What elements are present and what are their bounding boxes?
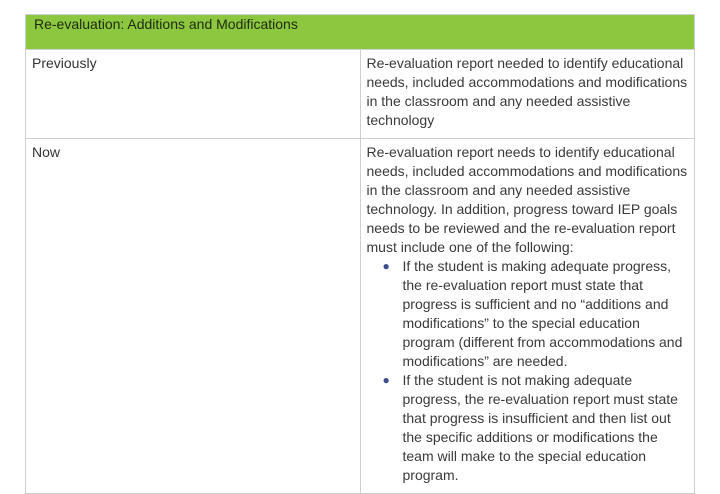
row-text-now: Re-evaluation report needs to identify educational needs, included accommodations and modifications in the classroom and any needed assistive technology. In addition, progress toward IEP goals needs to be reviewed and the re-evaluation report must include one of the following: <box>366 144 688 255</box>
bullet-text: If the student is not making adequate progress, the re-evaluation report must state that progress is insufficient and then list out the specific additions or modifications the team will make to the special education program. <box>402 372 678 483</box>
bullet-list <box>367 257 689 485</box>
row-label-now: Now <box>26 139 361 494</box>
row-label-previously: Previously <box>26 50 361 139</box>
table-row-previously <box>26 50 695 139</box>
bullet-dot-icon: ● <box>382 373 390 387</box>
table-header-row <box>26 15 695 50</box>
bullet-dot-icon: ● <box>382 259 390 273</box>
comparison-table <box>25 14 695 494</box>
row-text-previously: Re-evaluation report needed to identify educational needs, included accommodations and modifications in the classroom and any needed assistive technology <box>360 50 695 139</box>
list-item <box>383 371 689 485</box>
row-content-now <box>360 139 695 494</box>
table-row-now <box>26 139 695 494</box>
bullet-text: If the student is making adequate progress, the re-evaluation report must state that progress is sufficient and no “additions and modifications” to the special education program (different from accommodations and modifications” are needed. <box>402 258 683 369</box>
list-item <box>383 257 689 371</box>
table-header: Re-evaluation: Additions and Modifications <box>26 15 695 50</box>
